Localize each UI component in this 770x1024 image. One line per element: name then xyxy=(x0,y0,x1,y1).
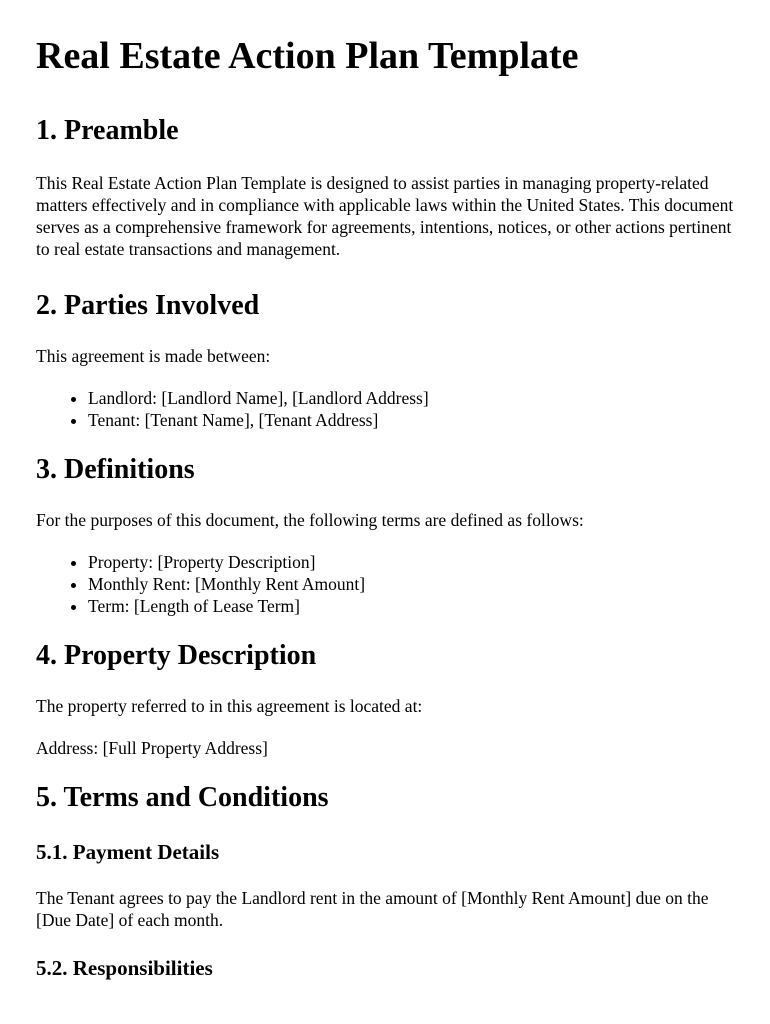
list-item-tenant: • Tenant: [Tenant Name], [Tenant Address] xyxy=(88,409,734,431)
definitions-list xyxy=(36,551,734,617)
list-item-landlord: • Landlord: [Landlord Name], [Landlord Address] xyxy=(88,387,734,409)
parties-intro: This agreement is made between: xyxy=(36,346,271,366)
list-item-monthly-rent: • Monthly Rent: [Monthly Rent Amount] xyxy=(88,573,734,595)
list-item-property: • Property: [Property Description] xyxy=(88,551,734,573)
payment-text: The Tenant agrees to pay the Landlord rent in the amount of [Monthly Rent Amount] due on the [Due Date] of each month. xyxy=(36,888,709,930)
document-title: Real Estate Action Plan Template xyxy=(36,35,579,77)
list-item-term: • Term: [Length of Lease Term] xyxy=(88,595,734,617)
payment-heading: 5.1. Payment Details xyxy=(36,840,220,864)
property-heading: 4. Property Description xyxy=(36,640,317,671)
preamble-heading: 1. Preamble xyxy=(36,115,179,146)
preamble-text: This Real Estate Action Plan Template is designed to assist parties in managing property-related matters effectively and in compliance with applicable laws within the United States. This document serves as a comprehensive framework for agreements, intentions, notices, or other actions pertinent to real estate transactions and management. xyxy=(36,173,734,259)
property-intro: The property referred to in this agreement is located at: xyxy=(36,696,423,716)
property-address: Address: [Full Property Address] xyxy=(36,738,268,758)
terms-heading: 5. Terms and Conditions xyxy=(36,782,329,813)
responsibilities-heading: 5.2. Responsibilities xyxy=(36,956,213,980)
definitions-intro: For the purposes of this document, the following terms are defined as follows: xyxy=(36,510,584,530)
parties-list xyxy=(36,387,734,431)
definitions-heading: 3. Definitions xyxy=(36,454,195,485)
parties-heading: 2. Parties Involved xyxy=(36,290,260,321)
